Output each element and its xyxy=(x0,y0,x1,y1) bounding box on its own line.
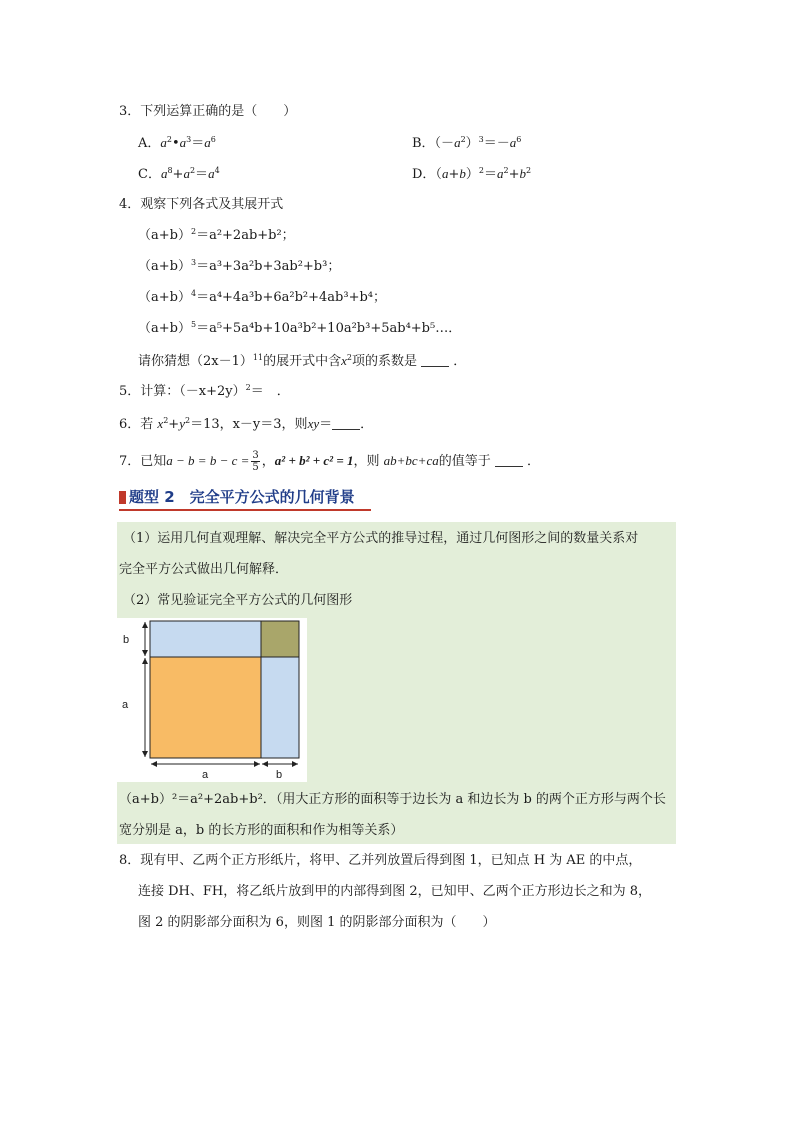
top-rectangle-ab xyxy=(150,621,261,657)
q3-option-c[interactable]: C．$a^8+a^2=a^4$ xyxy=(138,166,220,182)
q4-expansion-3: $(a+b)^4=a^4+4a^3b+6a^2b^2+4ab^3+b^4$； xyxy=(138,289,387,305)
q3-stem: 3．下列运算正确的是（ ） xyxy=(119,104,297,119)
q4-stem: 4．观察下列各式及其展开式 xyxy=(119,197,284,212)
q8-line-3: 图 2 的阴影部分面积为 6，则图 1 的阴影部分面积为（ ） xyxy=(138,915,496,930)
box-para-1b: 完全平方公式做出几何解释． xyxy=(119,562,289,577)
opt-label: C． xyxy=(138,167,161,182)
q8-line-2: 连接 DH、FH，将乙纸片放到甲的内部得到图 2，已知甲、乙两个正方形边长之和为 8， xyxy=(138,884,652,899)
label-b-bottom: b xyxy=(276,769,283,781)
answer-blank[interactable] xyxy=(495,454,523,467)
label-a-left: a xyxy=(122,699,129,711)
q6: 6．若 $x^2+y^2=13$，x－y＝3，则xy＝ ． xyxy=(119,416,374,432)
section-title: 题型 2 完全平方公式的几何背景 xyxy=(129,488,355,506)
answer-blank[interactable] xyxy=(332,417,360,430)
q4-question: 请你猜想$(2x-1)^{11}$的展开式中含$x^2$项的系数是 ． xyxy=(138,353,467,369)
knowledge-box xyxy=(117,522,676,844)
q5: 5．计算：$(-x+2y)^2=$ ． xyxy=(119,383,290,399)
box-para-2: （2）常见验证完全平方公式的几何图形 xyxy=(123,593,353,608)
opt-label: B．（－ xyxy=(412,136,455,151)
side-rectangle-ab xyxy=(261,657,299,758)
q4-expansion-2: $(a+b)^3=a^3+3a^2b+3ab^2+b^3$； xyxy=(138,258,341,274)
opt-label: D．（ xyxy=(412,167,442,182)
label-b-left: b xyxy=(123,634,130,646)
q7: 7．已知a − b = b − c = $\frac{3}{5}$ ，a² + b² + c² = 1，则 ab+bc+ca的值等于 ． xyxy=(119,450,541,473)
box-para-3b: 宽分别是 a，b 的长方形的面积和作为相等关系） xyxy=(119,823,404,838)
section-marker xyxy=(119,491,126,504)
q3-option-a[interactable]: A．$a^2•a^3=a^6$ xyxy=(138,135,216,151)
square-figure xyxy=(117,618,307,782)
q3-option-b[interactable]: B．$(-a^2)^3=-a^6$ xyxy=(412,135,522,151)
section-header xyxy=(119,487,371,511)
q4-expansion-1: $(a+b)^2=a^2+2ab+b^2$； xyxy=(138,227,295,243)
q4-expansion-4: $(a+b)^5=a^5+5a^4b+10a^3b^2+10a^2b^3+5ab^4+b^5\dots$． xyxy=(138,320,462,336)
large-square-a xyxy=(150,657,261,758)
fraction: $\frac{3}{5}$ xyxy=(252,450,259,473)
q3-option-d[interactable]: D．$(a+b)^2=a^2+b^2$ xyxy=(412,166,532,182)
answer-blank[interactable] xyxy=(421,354,449,367)
q8-line-1: 8．现有甲、乙两个正方形纸片，将甲、乙并列放置后得到图 1，已知点 H 为 AE 的中点， xyxy=(119,853,642,868)
section-underline xyxy=(119,509,371,511)
small-square-b xyxy=(261,621,299,657)
box-para-1a: （1）运用几何直观理解、解决完全平方公式的推导过程，通过几何图形之间的数量关系对 xyxy=(123,531,639,546)
label-a-bottom: a xyxy=(202,769,209,781)
opt-label: A． xyxy=(138,136,161,151)
box-para-3a: （a+b）²＝a²+2ab+b²．（用大正方形的面积等于边长为 a 和边长为 b 的两个正方形与两个长 xyxy=(119,792,666,807)
